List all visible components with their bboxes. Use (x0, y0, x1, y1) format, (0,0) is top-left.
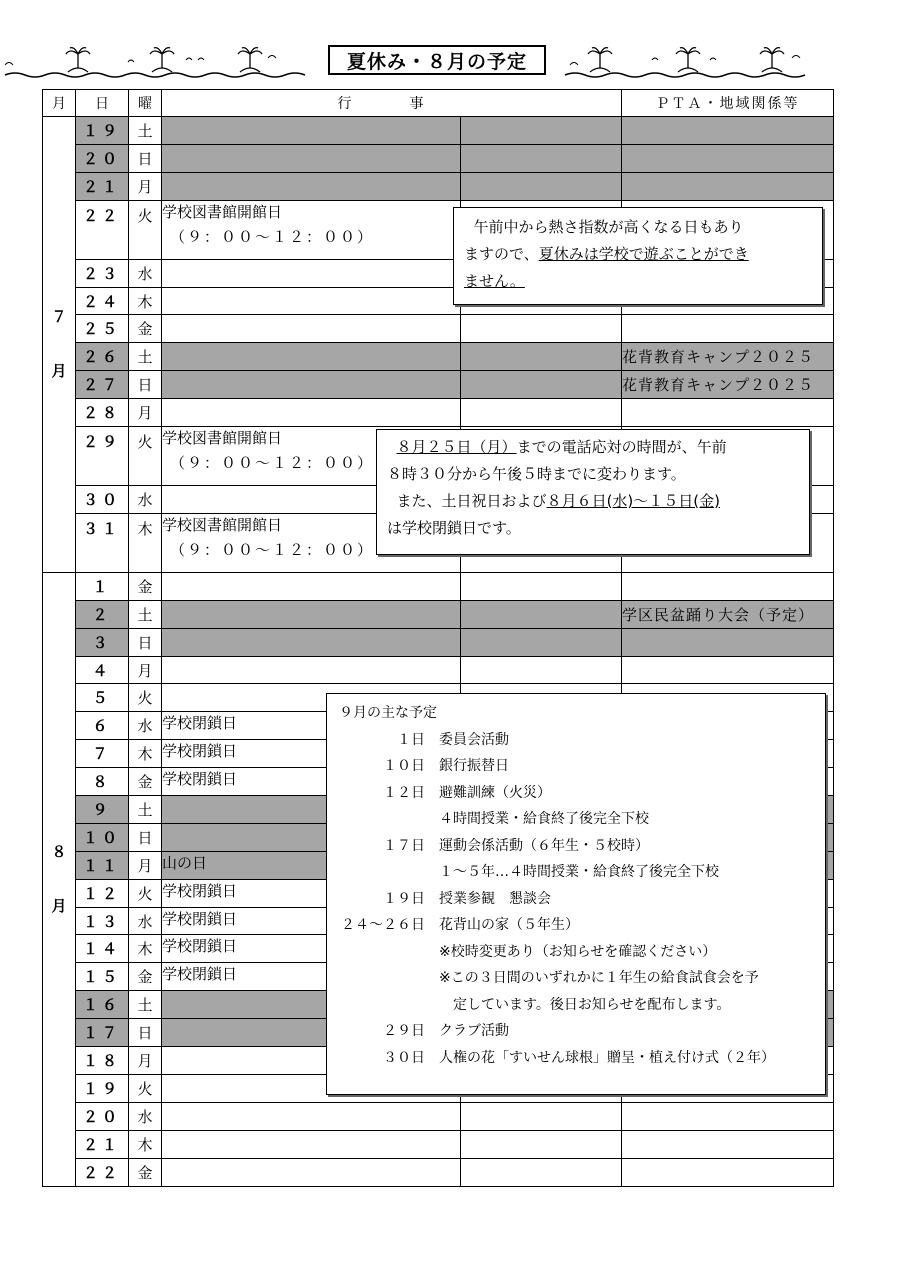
day-cell: ２０ (76, 1102, 129, 1130)
header-month: 月 (43, 90, 76, 117)
weekday-cell: 火 (129, 879, 162, 907)
weekday-cell: 金 (129, 315, 162, 343)
weekday-cell: 火 (129, 200, 162, 259)
september-item-text: ※校時変更あり（お知らせを確認ください） (439, 943, 717, 960)
event-cell-2 (461, 144, 622, 172)
list-item (339, 727, 813, 754)
day-cell: ６ (76, 712, 129, 740)
weekday-cell: 月 (129, 656, 162, 684)
table-row (43, 343, 834, 371)
header-events: 行 事 (162, 90, 622, 117)
day-cell: ９ (76, 796, 129, 824)
event-cell-2 (461, 1130, 622, 1158)
table-row (43, 1130, 834, 1158)
september-item-day (339, 992, 439, 1019)
september-item-day: １９日 (383, 890, 425, 907)
event-cell (162, 371, 461, 399)
weekday-cell: 水 (129, 486, 162, 514)
weekday-cell: 木 (129, 287, 162, 315)
weekday-cell: 日 (129, 371, 162, 399)
event-cell: 学校閉鎖日 (162, 907, 461, 935)
september-item-day: ３０日 (383, 1049, 425, 1066)
event-cell: 学校閉鎖日 (162, 935, 461, 963)
weekday-cell: 日 (129, 144, 162, 172)
day-cell: １５ (76, 963, 129, 991)
header-day: 日 (76, 90, 129, 117)
event-cell (162, 572, 461, 600)
day-cell: １７ (76, 1019, 129, 1047)
list-item (339, 1045, 813, 1072)
september-item-text: 委員会活動 (439, 731, 509, 748)
event-cell: 学校図書館開館日 （９：００～１２：００） (162, 513, 461, 572)
heat-notice-line-2: ますので、夏休みは学校で遊ぶことができ (464, 245, 749, 263)
september-item-day (339, 859, 439, 886)
september-item-text: 銀行振替日 (439, 758, 509, 774)
list-item (339, 912, 813, 939)
day-cell: ２８ (76, 399, 129, 427)
september-item-text: 人権の花「すいせん球根」贈呈・植え付け式（２年） (439, 1049, 775, 1066)
event-cell: 学校図書館開館日 （９：００～１２：００） (162, 427, 461, 486)
event-cell (162, 315, 461, 343)
page-title: 夏休み・８月の予定 (328, 45, 546, 75)
september-item-text: 運動会係活動（６年生・５校時） (439, 837, 649, 854)
pta-cell (622, 117, 834, 145)
event-cell (162, 259, 461, 287)
event-cell (162, 600, 461, 628)
weekday-cell: 土 (129, 600, 162, 628)
day-cell: ２５ (76, 315, 129, 343)
event-cell (162, 628, 461, 656)
header-weekday: 曜 (129, 90, 162, 117)
event-cell (162, 287, 461, 315)
title-area (0, 38, 900, 86)
list-item (339, 939, 813, 966)
day-cell: １ (76, 572, 129, 600)
event-cell (162, 656, 461, 684)
table-row (43, 1158, 834, 1186)
day-cell: ２０ (76, 144, 129, 172)
month-august: ８ 月 (43, 572, 76, 1186)
list-item (339, 780, 813, 807)
list-item (339, 806, 813, 833)
day-cell: ５ (76, 684, 129, 712)
september-item-day (339, 965, 439, 992)
weekday-cell: 土 (129, 343, 162, 371)
list-item (339, 992, 813, 1019)
weekday-cell: 火 (129, 1074, 162, 1102)
table-row (43, 371, 834, 399)
weekday-cell: 水 (129, 1102, 162, 1130)
weekday-cell: 火 (129, 427, 162, 486)
event-cell: 学校閉鎖日 (162, 740, 461, 768)
table-row (43, 572, 834, 600)
weekday-cell: 水 (129, 259, 162, 287)
event-cell (162, 144, 461, 172)
phone-notice-line-2: ８時３０分から午後５時までに変わります。 (387, 465, 686, 483)
september-item-text: 花背山の家（５年生） (439, 917, 579, 933)
day-cell: １２ (76, 879, 129, 907)
day-cell: ２１ (76, 172, 129, 200)
list-item (339, 753, 813, 780)
september-item-text: ４時間授業・給食終了後完全下校 (439, 811, 649, 827)
month-july: ７ 月 (43, 117, 76, 573)
list-item (339, 886, 813, 913)
weekday-cell: 土 (129, 796, 162, 824)
day-cell: １１ (76, 851, 129, 879)
pta-cell: 花背教育キャンプ２０２５ (622, 343, 834, 371)
pta-cell (622, 399, 834, 427)
table-row (43, 1102, 834, 1130)
event-cell-2 (461, 1102, 622, 1130)
pta-cell (622, 1130, 834, 1158)
weekday-cell: 木 (129, 935, 162, 963)
event-cell-2 (461, 600, 622, 628)
table-row (43, 628, 834, 656)
weekday-cell: 木 (129, 513, 162, 572)
september-item-day: １７日 (383, 837, 425, 854)
day-cell: ２ (76, 600, 129, 628)
day-cell: ２６ (76, 343, 129, 371)
september-item-day (339, 806, 439, 833)
day-cell: ４ (76, 656, 129, 684)
pta-cell (622, 144, 834, 172)
pta-cell (622, 1102, 834, 1130)
event-cell-2 (461, 1158, 622, 1186)
day-cell: １０ (76, 823, 129, 851)
event-cell-2 (461, 371, 622, 399)
weekday-cell: 金 (129, 963, 162, 991)
day-cell: １３ (76, 907, 129, 935)
weekday-cell: 月 (129, 1047, 162, 1075)
day-cell: ３１ (76, 513, 129, 572)
day-cell: １４ (76, 935, 129, 963)
september-item-day: １２日 (383, 784, 425, 801)
september-item-text: １～５年…４時間授業・給食終了後完全下校 (439, 864, 719, 880)
september-item-text: ※この３日間のいずれかに１年生の給食試食会を予 (439, 970, 759, 986)
weekday-cell: 土 (129, 991, 162, 1019)
day-cell: １９ (76, 117, 129, 145)
september-item-text: 避難訓練（火災） (439, 784, 551, 801)
pta-cell (622, 572, 834, 600)
island-palm-decoration-right-icon (560, 38, 840, 86)
event-cell-2 (461, 172, 622, 200)
phone-notice-line-1: ８月２５日（月）までの電話応対の時間が、午前 (396, 438, 727, 456)
event-cell: 山の日 (162, 851, 461, 879)
table-row (43, 656, 834, 684)
heat-notice-line-3: ません。 (464, 272, 525, 290)
list-item (339, 833, 813, 860)
day-cell: ２２ (76, 1158, 129, 1186)
table-row (43, 315, 834, 343)
day-cell: ７ (76, 740, 129, 768)
heat-notice-box (453, 207, 823, 305)
september-item-day: １日 (397, 731, 425, 748)
event-cell (162, 399, 461, 427)
september-item-day: ２４～２６日 (341, 917, 425, 933)
weekday-cell: 金 (129, 572, 162, 600)
island-palm-decoration-left-icon (0, 38, 320, 86)
event-cell: 学校図書館開館日 （９：００～１２：００） (162, 200, 461, 259)
weekday-cell: 日 (129, 628, 162, 656)
event-cell: 学校閉鎖日 (162, 963, 461, 991)
phone-notice-line-4: は学校閉鎖日です。 (387, 519, 521, 537)
september-item-day (339, 939, 439, 966)
day-cell: ３ (76, 628, 129, 656)
september-item-text: 授業参観 懇談会 (439, 890, 551, 907)
weekday-cell: 金 (129, 1158, 162, 1186)
heat-notice-line-1: 午前中から熱さ指数が高くなる日もあり (473, 218, 744, 236)
event-cell (162, 1102, 461, 1130)
event-cell (162, 1158, 461, 1186)
event-cell-2 (461, 656, 622, 684)
pta-cell (622, 315, 834, 343)
table-row (43, 399, 834, 427)
september-item-day: １０日 (383, 758, 425, 774)
event-cell-2 (461, 399, 622, 427)
weekday-cell: 水 (129, 712, 162, 740)
pta-cell (622, 628, 834, 656)
day-cell: ２２ (76, 200, 129, 259)
phone-hours-notice-box (376, 429, 810, 555)
september-item-text: 定しています。後日お知らせを配布します。 (439, 996, 731, 1013)
day-cell: ２９ (76, 427, 129, 486)
list-item (339, 965, 813, 992)
day-cell: １６ (76, 991, 129, 1019)
september-heading: ９月の主な予定 (339, 705, 437, 721)
event-cell (162, 343, 461, 371)
event-cell-2 (461, 628, 622, 656)
event-cell-2 (461, 343, 622, 371)
day-cell: ２３ (76, 259, 129, 287)
september-item-day: ２９日 (383, 1023, 425, 1039)
event-cell-2 (461, 315, 622, 343)
day-cell: １８ (76, 1047, 129, 1075)
pta-cell (622, 1158, 834, 1186)
day-cell: ２４ (76, 287, 129, 315)
event-cell (162, 172, 461, 200)
pta-cell (622, 656, 834, 684)
list-item (339, 859, 813, 886)
list-item (339, 1018, 813, 1045)
weekday-cell: 火 (129, 684, 162, 712)
september-list (339, 727, 813, 1072)
weekday-cell: 金 (129, 768, 162, 796)
event-cell (162, 1130, 461, 1158)
day-cell: ２１ (76, 1130, 129, 1158)
weekday-cell: 月 (129, 172, 162, 200)
table-header (43, 90, 834, 117)
day-cell: １９ (76, 1074, 129, 1102)
weekday-cell: 日 (129, 1019, 162, 1047)
event-cell: 学校閉鎖日 (162, 712, 461, 740)
header-pta: ＰＴＡ・地域関係等 (622, 90, 834, 117)
day-cell: ３０ (76, 486, 129, 514)
september-schedule-box (326, 693, 826, 1095)
event-cell: 学校閉鎖日 (162, 879, 461, 907)
event-cell-2 (461, 572, 622, 600)
pta-cell: 花背教育キャンプ２０２５ (622, 371, 834, 399)
weekday-cell: 木 (129, 740, 162, 768)
day-cell: ２７ (76, 371, 129, 399)
table-row (43, 172, 834, 200)
weekday-cell: 月 (129, 851, 162, 879)
september-item-text: クラブ活動 (439, 1023, 509, 1039)
pta-cell (622, 172, 834, 200)
pta-cell: 学区民盆踊り大会（予定） (622, 600, 834, 628)
table-row (43, 117, 834, 145)
event-cell (162, 117, 461, 145)
weekday-cell: 水 (129, 907, 162, 935)
event-cell: 学校閉鎖日 (162, 768, 461, 796)
event-cell-2 (461, 117, 622, 145)
table-row (43, 144, 834, 172)
weekday-cell: 月 (129, 399, 162, 427)
table-row (43, 600, 834, 628)
day-cell: ８ (76, 768, 129, 796)
weekday-cell: 木 (129, 1130, 162, 1158)
weekday-cell: 日 (129, 823, 162, 851)
weekday-cell: 土 (129, 117, 162, 145)
phone-notice-line-3: また、土日祝日および８月６日(水)～１５日(金) (396, 492, 720, 510)
